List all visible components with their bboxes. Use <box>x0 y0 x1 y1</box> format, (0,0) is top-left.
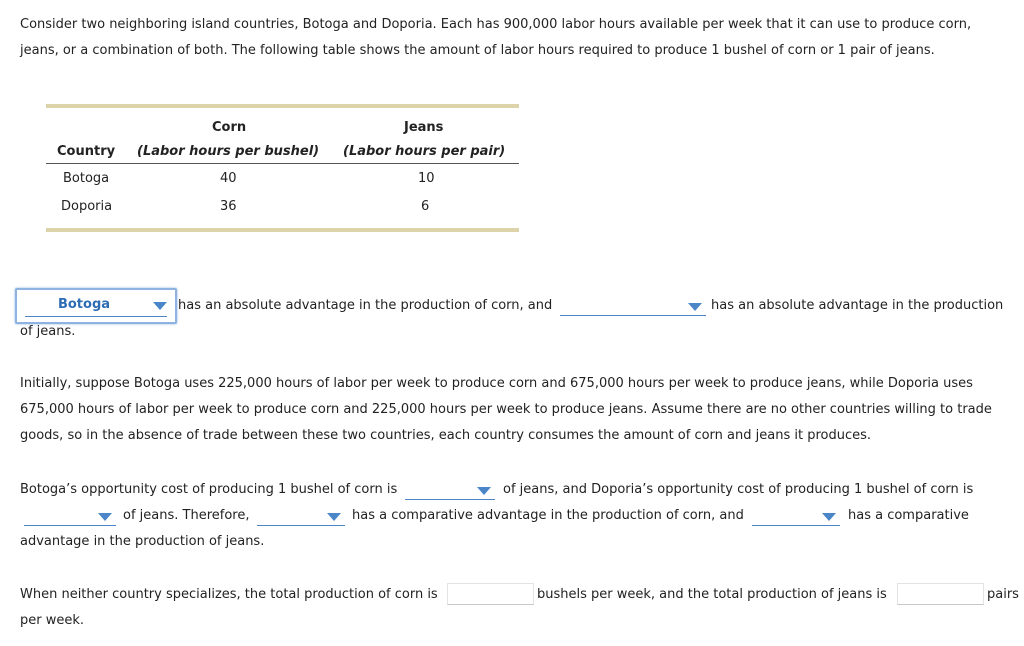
dropdown-selected-value: Botoga <box>57 297 111 312</box>
table-cell-country: Botoga <box>63 171 110 186</box>
botoga-opportunity-cost-dropdown[interactable] <box>405 481 495 500</box>
para2-line-2: 675,000 hours of labor per week to produce corn and 225,000 hours per week to produce jeans. Assume there are no other countries willing to trade <box>20 402 992 417</box>
chevron-down-icon <box>153 302 167 310</box>
q3-text-d: per week. <box>20 613 85 628</box>
table-cell-corn: 36 <box>220 199 237 214</box>
absolute-advantage-jeans-dropdown[interactable] <box>560 297 706 316</box>
comparative-advantage-corn-dropdown[interactable] <box>257 507 345 526</box>
total-jeans-input[interactable] <box>897 583 984 605</box>
table-bottom-rule <box>46 228 519 232</box>
q2-text-b: of jeans, and Doporia’s opportunity cost of producing 1 bushel of corn is <box>503 482 974 497</box>
table-header-rule <box>46 163 519 164</box>
q3-text-c: pairs <box>987 587 1019 602</box>
para2-line-1: Initially, suppose Botoga uses 225,000 hours of labor per week to produce corn and 675,000 hours per week to produce jeans, while Doporia uses <box>20 376 973 391</box>
header-corn: Corn <box>212 120 247 135</box>
chevron-down-icon <box>98 513 112 521</box>
comparative-advantage-jeans-dropdown[interactable] <box>752 507 840 526</box>
q1-text-c: of jeans. <box>20 324 76 339</box>
table-top-rule <box>46 104 519 108</box>
chevron-down-icon <box>688 303 702 311</box>
absolute-advantage-corn-dropdown[interactable] <box>15 288 177 324</box>
q3-text-a: When neither country specializes, the total production of corn is <box>20 587 438 602</box>
intro-line-2: jeans, or a combination of both. The following table shows the amount of labor hours required to produce 1 bushel of corn or 1 pair of jeans. <box>20 43 935 58</box>
q2-text-a: Botoga’s opportunity cost of producing 1 bushel of corn is <box>20 482 398 497</box>
chevron-down-icon <box>822 513 836 521</box>
header-corn-sub: (Labor hours per bushel) <box>137 144 320 159</box>
chevron-down-icon <box>327 513 341 521</box>
total-corn-input[interactable] <box>447 583 534 605</box>
q3-text-b: bushels per week, and the total production of jeans is <box>537 587 887 602</box>
header-jeans-sub: (Labor hours per pair) <box>343 144 506 159</box>
q2-text-d: has a comparative advantage in the production of corn, and <box>352 508 744 523</box>
table-cell-jeans: 10 <box>418 171 435 186</box>
header-country: Country <box>57 144 116 159</box>
header-jeans: Jeans <box>404 120 444 135</box>
table-cell-corn: 40 <box>220 171 237 186</box>
intro-line-1: Consider two neighboring island countries, Botoga and Doporia. Each has 900,000 labor hours available per week that it can use to produce corn, <box>20 17 972 32</box>
table-cell-country: Doporia <box>61 199 113 214</box>
chevron-down-icon <box>477 487 491 495</box>
para2-line-3: goods, so in the absence of trade between these two countries, each country consumes the amount of corn and jeans it produces. <box>20 428 872 443</box>
q2-text-f: advantage in the production of jeans. <box>20 534 265 549</box>
table-cell-jeans: 6 <box>421 199 430 214</box>
q1-text-a: has an absolute advantage in the production of corn, and <box>178 298 553 313</box>
q1-text-b: has an absolute advantage in the production <box>711 298 1004 313</box>
doporia-opportunity-cost-dropdown[interactable] <box>24 507 116 526</box>
q2-text-c: of jeans. Therefore, <box>123 508 250 523</box>
q2-text-e: has a comparative <box>848 508 969 523</box>
